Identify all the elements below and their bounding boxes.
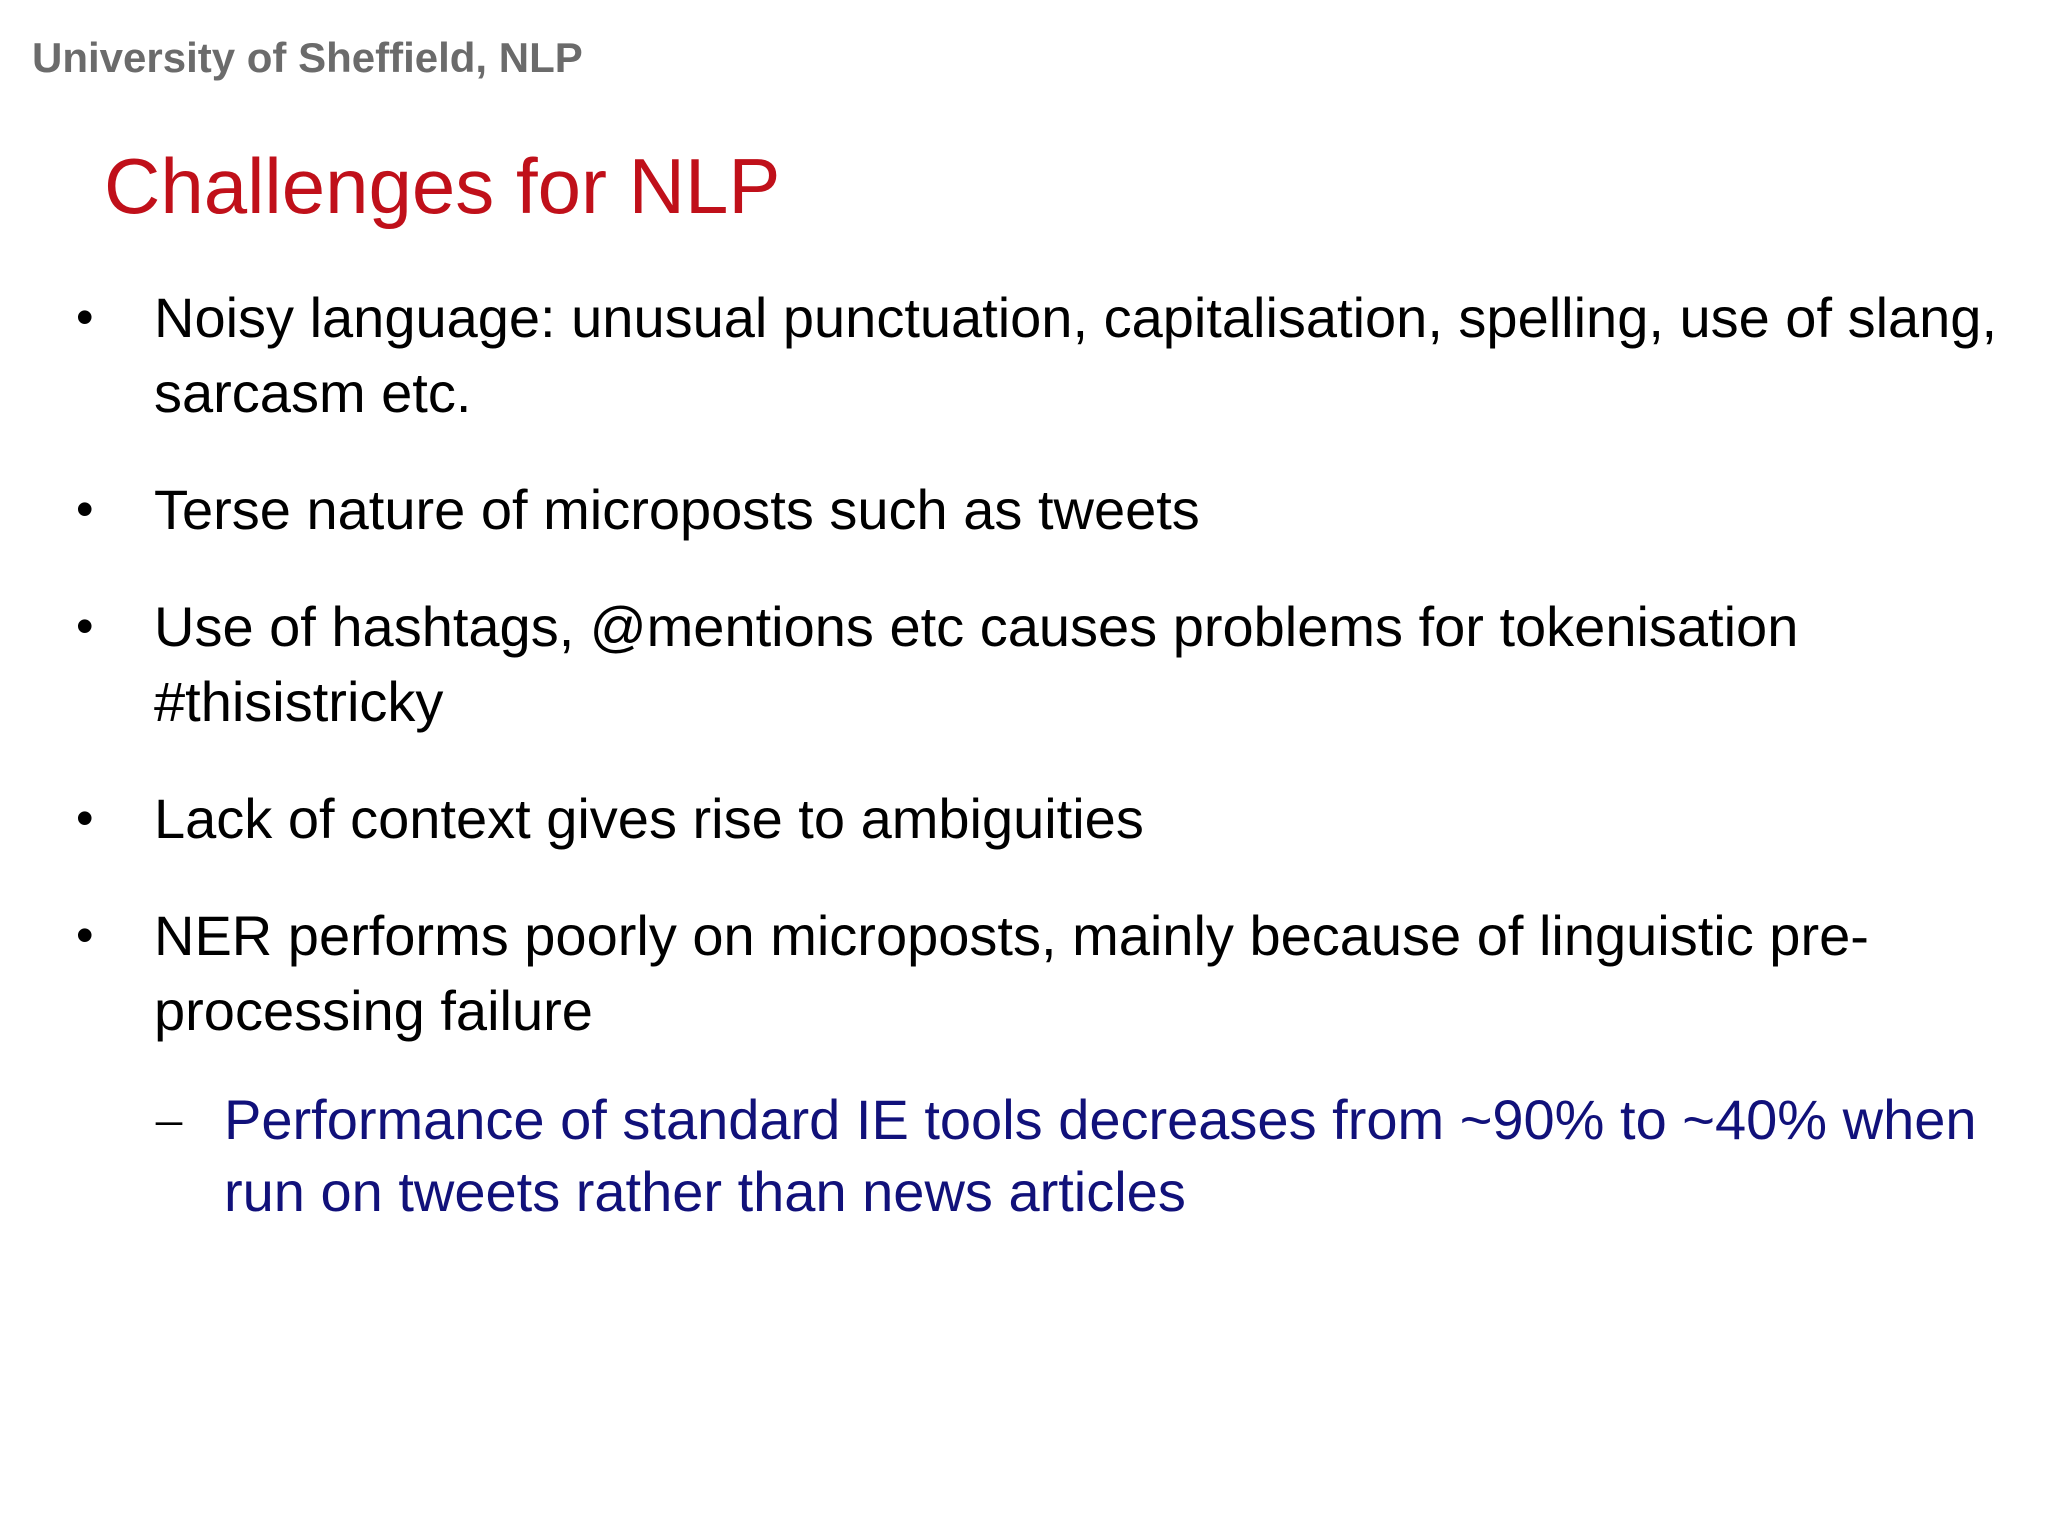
sub-bullet-item [0, 1084, 2048, 1228]
bullet-item [0, 898, 2048, 1048]
bullet-text: Terse nature of microposts such as tweets [154, 478, 1200, 541]
bullet-list [0, 280, 2048, 1228]
slide-title: Challenges for NLP [104, 142, 781, 230]
bullet-icon: • [76, 907, 94, 963]
bullet-text: Lack of context gives rise to ambiguities [154, 787, 1144, 850]
sub-bullet-text: Performance of standard IE tools decreases from ~90% to ~40% when run on tweets rather than news articles [224, 1088, 1977, 1223]
bullet-icon: • [76, 598, 94, 654]
bullet-item [0, 589, 2048, 739]
bullet-item [0, 781, 2048, 856]
bullet-text: Use of hashtags, @mentions etc causes problems for tokenisation #thisistricky [154, 595, 1799, 733]
bullet-text: NER performs poorly on microposts, mainly because of linguistic pre-processing failure [154, 904, 1869, 1042]
bullet-text: Noisy language: unusual punctuation, capitalisation, spelling, use of slang, sarcasm etc. [154, 286, 1997, 424]
bullet-item [0, 280, 2048, 430]
bullet-icon: • [76, 289, 94, 345]
bullet-icon: • [76, 790, 94, 846]
bullet-item [0, 472, 2048, 547]
dash-icon: – [156, 1091, 182, 1148]
bullet-icon: • [76, 481, 94, 537]
organization-label: University of Sheffield, NLP [32, 34, 583, 81]
